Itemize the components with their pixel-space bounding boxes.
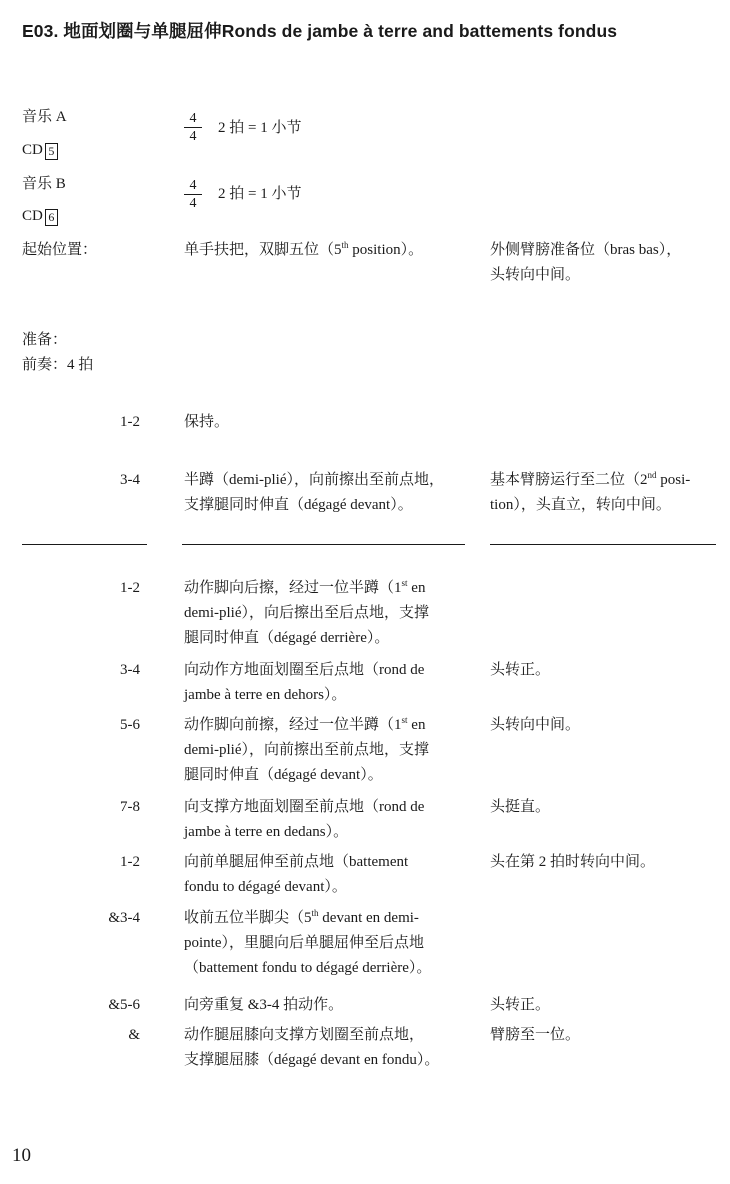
divider-rule: [22, 544, 147, 545]
count-label: &: [128, 1027, 140, 1043]
time-signature-a: [184, 110, 202, 145]
head-note: 头转向中间。: [490, 717, 581, 733]
action-text: 向动作方地面划圈至后点地（rond de jambe à terre en dehors）。: [184, 662, 425, 703]
action-text: 向前单腿屈伸至前点地（battement fondu to dégagé devant）。: [184, 854, 409, 895]
page-number: 10: [12, 1145, 31, 1166]
music-a-cd: [22, 138, 58, 163]
count-label: 1-2: [120, 854, 140, 870]
count-label: &5-6: [108, 997, 140, 1013]
action-text: 收前五位半脚尖（5th devant en demi- pointe），里腿向后单腿屈伸至后点地 （battement fondu to dégagé derrière）。: [184, 908, 432, 976]
action-text: 动作脚向前擦，经过一位半蹲（1st en demi-plié），向前擦出至前点地，支撑 腿同时伸直（dégagé devant）。: [184, 715, 429, 783]
music-b-label: 音乐 B: [22, 176, 66, 192]
time-bottom: 4: [189, 196, 197, 211]
start-feet: 单手扶把，双脚五位（5th position）。: [184, 240, 424, 258]
action-text: 动作腿屈膝向支撑方划圈至前点地， 支撑腿屈膝（dégagé devant en fondu）。: [184, 1027, 440, 1068]
prep-arms: 基本臂膀运行至二位（2nd posi- tion），头直立，转向中间。: [490, 470, 691, 513]
start-arms: 外侧臂膀准备位（bras bas）， 头转向中间。: [490, 242, 682, 283]
exercise-title: E03. 地面划圈与单腿屈伸Ronds de jambe à terre and battements fondus: [22, 21, 618, 41]
cd-track-number: 6: [45, 209, 58, 226]
count-label: 5-6: [120, 717, 140, 733]
prep-action: 保持。: [184, 414, 230, 430]
arms-note: 臂膀至一位。: [490, 1027, 581, 1043]
prep-count: 3-4: [120, 472, 140, 488]
count-label: 7-8: [120, 799, 140, 815]
time-signature-b: [184, 177, 202, 212]
count-label: 3-4: [120, 662, 140, 678]
time-bottom: 4: [189, 129, 197, 144]
prep-label: 准备：: [22, 332, 68, 348]
music-a-label: 音乐 A: [22, 109, 67, 125]
cd-track-number: 5: [45, 143, 58, 160]
prep-action: 半蹲（demi-plié），向前擦出至前点地， 支撑腿同时伸直（dégagé devant）。: [184, 472, 444, 513]
music-b-cd: [22, 204, 58, 229]
count-label: 1-2: [120, 580, 140, 596]
start-position-label: 起始位置：: [22, 242, 98, 258]
action-text: 向旁重复 &3-4 拍动作。: [184, 997, 344, 1013]
action-text: 动作脚向后擦，经过一位半蹲（1st en demi-plié），向后擦出至后点地，支撑 腿同时伸直（dégagé derrière）。: [184, 578, 429, 646]
prep-intro: 前奏：4 拍: [22, 357, 94, 373]
cd-label: CD: [22, 142, 43, 158]
head-note: 头在第 2 拍时转向中间。: [490, 854, 656, 870]
time-top: 4: [184, 110, 202, 128]
cd-label: CD: [22, 208, 43, 224]
head-note: 头转正。: [490, 997, 551, 1013]
time-top: 4: [184, 177, 202, 195]
head-note: 头挺直。: [490, 799, 551, 815]
head-note: 头转正。: [490, 662, 551, 678]
meter-a: 2 拍 = 1 小节: [218, 120, 302, 136]
divider-rule: [182, 544, 465, 545]
prep-count: 1-2: [120, 414, 140, 430]
count-label: &3-4: [108, 910, 140, 926]
meter-b: 2 拍 = 1 小节: [218, 186, 302, 202]
divider-rule: [490, 544, 716, 545]
action-text: 向支撑方地面划圈至前点地（rond de jambe à terre en dedans）。: [184, 799, 425, 840]
